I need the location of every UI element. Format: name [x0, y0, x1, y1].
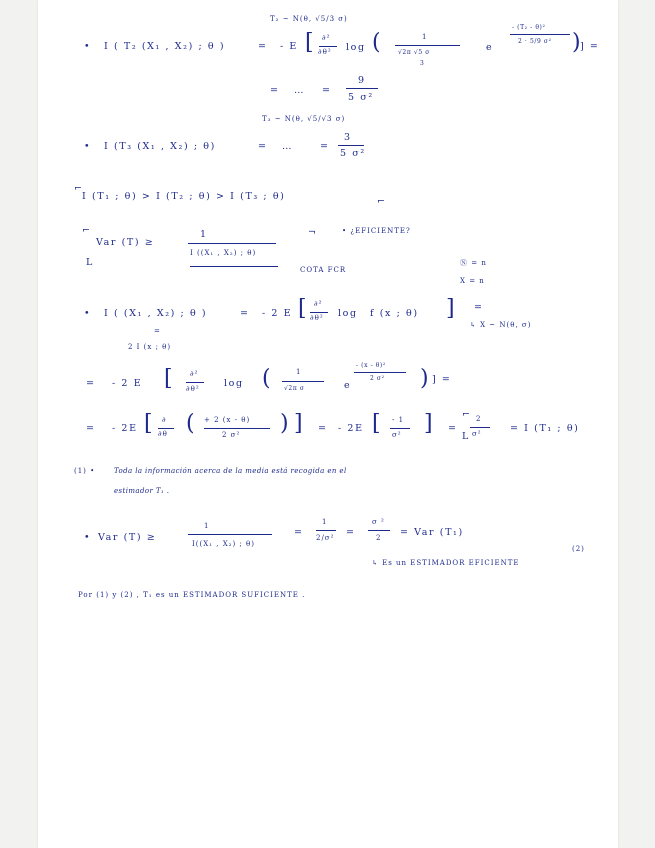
bullet: • [84, 532, 92, 543]
result-denominator: 5 σ² [348, 92, 374, 103]
fraction-bar [186, 382, 204, 383]
bullet: • [84, 308, 92, 319]
bound-numerator: 1 [204, 522, 210, 530]
corner-mark: ⌐ [74, 183, 84, 194]
fraction-bar [319, 46, 337, 47]
ellipsis: … [294, 85, 306, 96]
arrow-mark: ¬ [308, 227, 318, 238]
corner-mark: ⌐ [462, 409, 472, 420]
note-text: estimador T₁ . [114, 487, 170, 495]
result-denominator: σ² [472, 430, 482, 438]
equals-sign: = [86, 378, 96, 389]
equals-sign: = [294, 527, 304, 538]
fraction-bar [338, 145, 364, 146]
corner-mark: ⌐ [377, 196, 387, 207]
note-text: Toda la información acerca de la media está recogida en el [114, 467, 347, 475]
equals-sign: = [270, 85, 280, 96]
equals-sign: = [322, 85, 332, 96]
variance-bound: Var (T) ≥ [98, 532, 157, 543]
line3-superscript: T₃ ~ N(θ, √5/√3 σ) [262, 115, 346, 123]
close-paren: ) [572, 30, 581, 55]
line3-lhs: I (T₃ (X₁ , X₂) ; θ) [104, 141, 216, 152]
deriv-denominator: ∂θ² [310, 314, 324, 322]
close-paren: ) [280, 411, 289, 436]
line1-lhs: I ( T₂ (X₁ , X₂) ; θ ) [104, 41, 226, 52]
log-text: log [224, 378, 244, 389]
deriv-denominator: ∂θ [158, 430, 168, 438]
log-text: log [338, 308, 358, 319]
line6-lhs: I ( (X₁ , X₂) ; θ ) [104, 308, 208, 319]
equals-sign: = [448, 423, 458, 434]
open-bracket: [ [372, 411, 381, 436]
line1-superscript: T₂ ~ N(θ, √5/3 σ) [270, 15, 348, 23]
conclusion-text: Por (1) y (2) , T₁ es un ESTIMADOR SUFICIENTE . [78, 591, 306, 599]
inner-numerator: - 1 [392, 416, 405, 424]
fraction-numerator: 1 [296, 368, 302, 376]
item-label-1: (1) • [74, 467, 96, 475]
result-numerator: 3 [344, 132, 352, 143]
fraction-bar [188, 534, 272, 535]
fraction-bar [158, 428, 174, 429]
equals-sign: = [474, 302, 484, 313]
bound-denominator: I ((X₁ , X₂) ; θ) [190, 249, 257, 257]
open-bracket: [ [305, 30, 314, 55]
inner-denominator: σ² [392, 431, 402, 439]
result-numerator: 9 [358, 75, 366, 86]
exponent-denominator: 2 σ² [370, 375, 385, 382]
equals-sign: = [86, 423, 96, 434]
bound-denominator: I((X₁ , X₂) ; θ) [192, 540, 255, 548]
minus-two-expectation: - 2 E [262, 308, 293, 319]
equals-sign: = [320, 141, 330, 152]
density-function: f (x ; θ) [370, 308, 419, 319]
fraction-denominator: 2 σ² [222, 431, 241, 439]
fraction-numerator: 1 [322, 518, 328, 526]
minus-two-expectation: - 2E [112, 423, 138, 434]
deriv-numerator: ∂ [162, 416, 167, 424]
fisher-information-result: = I (T₁ ; θ) [510, 423, 580, 434]
fraction-bar [368, 530, 390, 531]
variance-t1: = Var (T₁) [400, 527, 464, 538]
open-paren: ( [372, 30, 381, 55]
bullet: • [84, 141, 92, 152]
open-bracket: [ [164, 366, 173, 391]
result-denominator: 5 σ² [340, 148, 366, 159]
fraction-bar [188, 243, 276, 244]
fraction-bar [510, 34, 570, 35]
fraction-denominator-sub: 3 [420, 60, 425, 67]
fraction-numerator: + 2 (x - θ) [204, 416, 251, 424]
close-bracket: ] = [432, 374, 452, 385]
minus-expectation: - E [280, 41, 298, 52]
open-bracket: [ [144, 411, 153, 436]
close-bracket: ] [294, 411, 303, 436]
fraction-denominator: √2π σ [284, 385, 305, 392]
fraction-denominator: 2 [376, 534, 382, 542]
fraction-numerator: 1 [422, 33, 428, 41]
fraction-bar [204, 428, 270, 429]
minus-two-expectation: - 2E [338, 423, 364, 434]
efficient-estimator-note: ↳ Es un ESTIMADOR EFICIENTE [372, 559, 520, 567]
close-paren: ) [420, 366, 429, 391]
fraction-bar [395, 45, 460, 46]
fraction-bar [282, 381, 324, 382]
deriv-numerator: ∂² [190, 370, 199, 378]
equals-sign: = [240, 308, 250, 319]
exponent-numerator: - (T₂ - θ)² [512, 24, 546, 31]
underline [190, 266, 278, 267]
exp-e: e [344, 380, 352, 391]
equals-sign: = [258, 141, 268, 152]
information-inequality: I (T₁ ; θ) > I (T₂ ; θ) > I (T₃ ; θ) [82, 191, 286, 202]
fraction-bar [354, 372, 406, 373]
fraction-bar [390, 428, 410, 429]
exponent-numerator: - (x - θ)² [356, 362, 386, 369]
ellipsis: … [282, 141, 294, 152]
close-bracket: ] [446, 296, 455, 321]
close-bracket: ] = [580, 41, 600, 52]
x-equals-n: X = n [460, 277, 485, 285]
fraction-denominator: √2π √5 σ [398, 49, 430, 56]
deriv-denominator: ∂θ² [186, 385, 200, 393]
result-numerator: 2 [476, 415, 482, 423]
cota-fcr-label: COTA FCR [300, 266, 347, 274]
n-equals-n-circled: Ⓝ = n [460, 259, 487, 267]
fraction-bar [316, 530, 336, 531]
equals-sign: = [346, 527, 356, 538]
exp-e: e [486, 42, 494, 53]
fraction-denominator: 2/σ² [316, 534, 335, 542]
minus-two-expectation: - 2 E [112, 378, 143, 389]
bound-numerator: 1 [200, 229, 208, 240]
deriv-numerator: ∂² [322, 34, 331, 42]
equals-sign: = [154, 327, 161, 335]
fraction-numerator: σ ² [372, 518, 385, 526]
fraction-bar [310, 312, 328, 313]
corner-mark: L [86, 257, 94, 268]
close-bracket: ] [424, 411, 433, 436]
corner-mark: L [462, 431, 470, 442]
distribution-note: ↳ X ~ N(θ, σ) [470, 321, 532, 329]
open-paren: ( [186, 411, 195, 436]
fraction-bar [470, 427, 490, 428]
corner-mark: ⌐ [82, 225, 92, 236]
fraction-bar [346, 88, 378, 89]
bullet: • [84, 41, 92, 52]
deriv-numerator: ∂² [314, 300, 323, 308]
equals-sign: = [258, 41, 268, 52]
two-times-information: 2 I (x ; θ) [128, 343, 172, 351]
open-bracket: [ [298, 296, 307, 321]
item-label-2: (2) [572, 545, 585, 553]
deriv-denominator: ∂θ² [318, 48, 332, 56]
exponent-denominator: 2 · 5/9 σ² [518, 38, 552, 45]
open-paren: ( [262, 366, 271, 391]
efficient-question: • ¿EFICIENTE? [342, 227, 411, 235]
equals-sign: = [318, 423, 328, 434]
log-text: log [346, 42, 366, 53]
variance-bound: Var (T) ≥ [96, 237, 155, 248]
